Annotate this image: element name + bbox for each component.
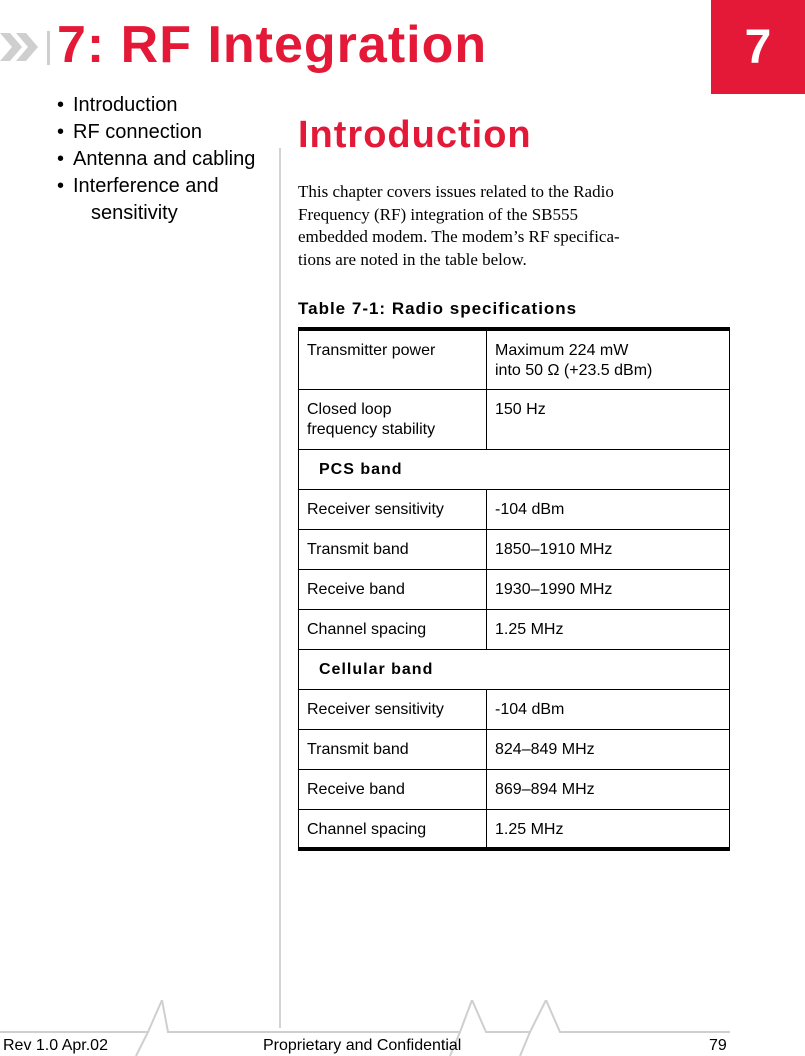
spec-value: 869–894 MHz <box>487 769 730 809</box>
spec-value: 150 Hz <box>487 389 730 449</box>
chevrons-icon <box>0 25 55 70</box>
intro-paragraph: This chapter covers issues related to the Radio Frequency (RF) integration of the SB555 embedded modem. The modem’s RF specifica- tions are noted in the table below. <box>298 182 620 269</box>
spec-value: -104 dBm <box>487 689 730 729</box>
spec-label: Receiver sensitivity <box>299 689 487 729</box>
toc-item-introduction[interactable]: • Introduction <box>57 92 257 119</box>
spec-value: 824–849 MHz <box>487 729 730 769</box>
column-divider <box>279 148 281 1028</box>
table-subheading-pcs <box>299 449 730 489</box>
chapter-number-tab: 7 <box>711 0 805 94</box>
spec-label: Transmitter power <box>299 329 487 389</box>
table-row <box>299 569 730 609</box>
table-row <box>299 389 730 449</box>
radio-spec-table <box>298 327 730 851</box>
table-row <box>299 809 730 849</box>
chapter-contents-list <box>57 92 257 227</box>
spec-value: 1930–1990 MHz <box>487 569 730 609</box>
bullet-icon: • <box>57 175 65 197</box>
spec-value: 1.25 MHz <box>487 809 730 849</box>
table-row <box>299 769 730 809</box>
table-row <box>299 529 730 569</box>
spec-value: Maximum 224 mW into 50 Ω (+23.5 dBm) <box>487 329 730 389</box>
bullet-icon: • <box>57 94 65 116</box>
section-title: Introduction <box>298 114 532 156</box>
footer-page-number: 79 <box>709 1037 727 1054</box>
spec-label: Transmit band <box>299 529 487 569</box>
bullet-icon: • <box>57 121 65 143</box>
subheading-cell: PCS band <box>299 449 730 489</box>
spec-value: -104 dBm <box>487 489 730 529</box>
toc-item-interference-and-sensitivity[interactable]: • Interference and sensitivity <box>57 175 219 224</box>
table-row <box>299 729 730 769</box>
subheading-cell: Cellular band <box>299 649 730 689</box>
footer-revision: Rev 1.0 Apr.02 <box>3 1037 108 1054</box>
table-row <box>299 329 730 389</box>
toc-item-rf-connection[interactable]: • RF connection <box>57 119 257 146</box>
spec-label: Closed loop frequency stability <box>299 389 487 449</box>
toc-item-antenna-and-cabling[interactable]: • Antenna and cabling <box>57 146 257 173</box>
spec-label: Transmit band <box>299 729 487 769</box>
spec-value: 1.25 MHz <box>487 609 730 649</box>
spec-label: Receive band <box>299 569 487 609</box>
spec-label: Receiver sensitivity <box>299 489 487 529</box>
chapter-title: 7: RF Integration <box>57 16 488 74</box>
table-row <box>299 489 730 529</box>
spec-label: Receive band <box>299 769 487 809</box>
table-row <box>299 689 730 729</box>
spec-label: Channel spacing <box>299 609 487 649</box>
spec-label: Channel spacing <box>299 809 487 849</box>
table-subheading-cellular <box>299 649 730 689</box>
table-row <box>299 609 730 649</box>
footer-confidential: Proprietary and Confidential <box>263 1037 462 1054</box>
spec-value: 1850–1910 MHz <box>487 529 730 569</box>
bullet-icon: • <box>57 148 65 170</box>
table-caption: Table 7-1: Radio specifications <box>298 299 578 318</box>
